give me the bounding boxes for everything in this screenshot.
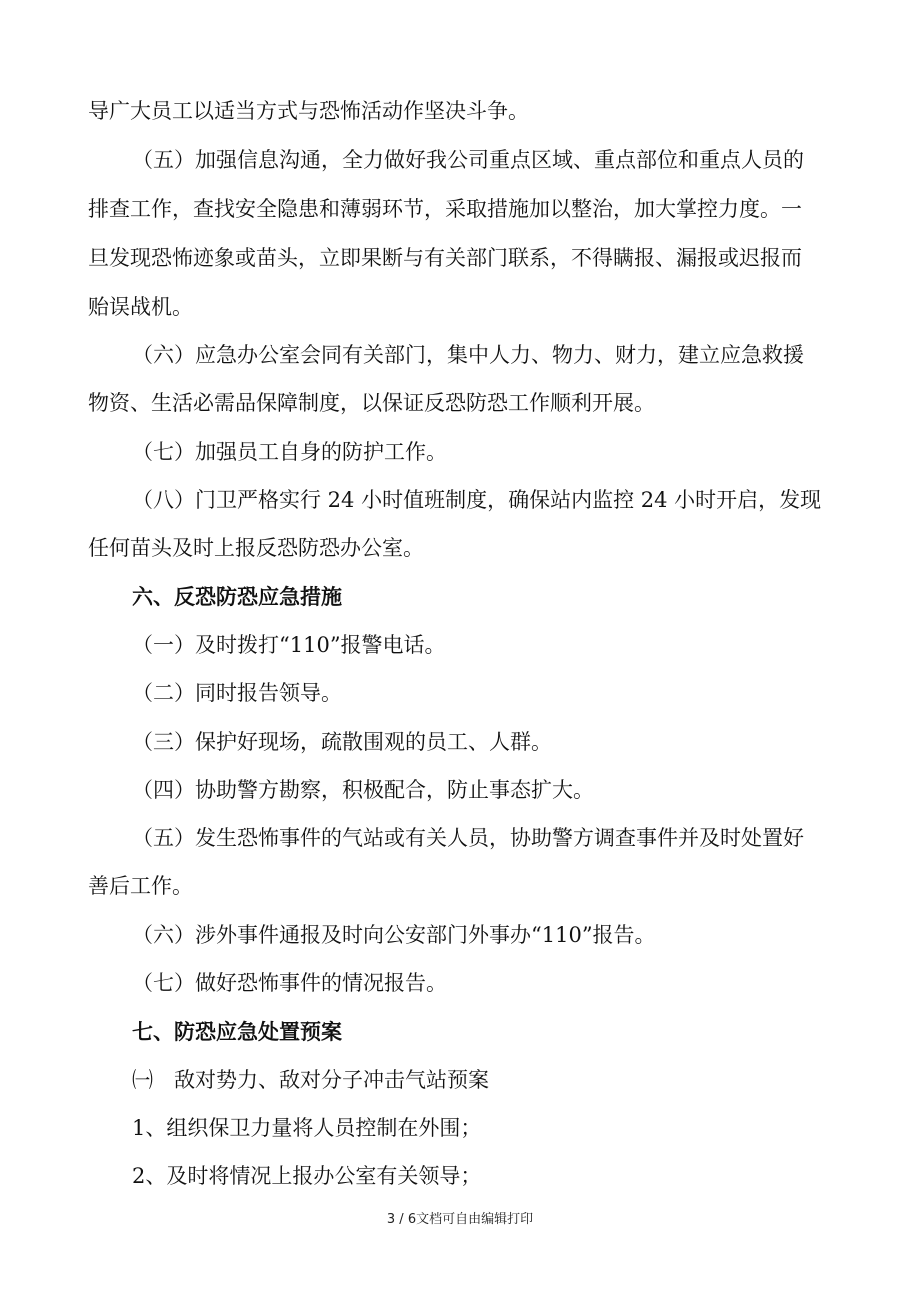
page-footer: 3 / 6文档可自由编辑打印 (386, 1212, 534, 1227)
paragraph-line: （六）涉外事件通报及时向公安部门外事办“110”报告。 (132, 923, 656, 947)
paragraph-line: 贻误战机。 (88, 295, 193, 319)
paragraph-line: （六）应急办公室会同有关部门，集中人力、物力、财力，建立应急救援 (132, 343, 804, 367)
paragraph-line: （四）协助警方勘察，积极配合，防止事态扩大。 (132, 778, 594, 802)
paragraph-line: （七）加强员工自身的防护工作。 (132, 440, 447, 464)
paragraph-line: （三）保护好现场，疏散围观的员工、人群。 (132, 730, 552, 754)
paragraph-line: （七）做好恐怖事件的情况报告。 (132, 971, 447, 995)
paragraph-line: 排查工作，查找安全隐患和薄弱环节，采取措施加以整治，加大掌控力度。一 (88, 197, 802, 221)
paragraph-line: 物资、生活必需品保障制度，以保证反恐防恐工作顺利开展。 (88, 391, 655, 415)
paragraph-line: 1、组织保卫力量将人员控制在外围； (132, 1116, 482, 1140)
paragraph-line: （八）门卫严格实行 24 小时值班制度，确保站内监控 24 小时开启，发现 (132, 488, 822, 512)
section-heading: 六、反恐防恐应急措施 (132, 585, 342, 609)
section-heading: 七、防恐应急处置预案 (132, 1020, 342, 1044)
paragraph-line: （一）及时拨打“110”报警电话。 (132, 633, 446, 657)
paragraph-line: （二）同时报告领导。 (132, 681, 342, 705)
paragraph-line: 旦发现恐怖迹象或苗头，立即果断与有关部门联系，不得瞒报、漏报或迟报而 (88, 246, 802, 270)
paragraph-line: （五）发生恐怖事件的气站或有关人员，协助警方调查事件并及时处置好 (132, 826, 804, 850)
paragraph-line: （五）加强信息沟通，全力做好我公司重点区域、重点部位和重点人员的 (132, 148, 804, 172)
paragraph-line: ㈠ 敌对势力、敌对分子冲击气站预案 (132, 1068, 489, 1092)
paragraph-line: 善后工作。 (88, 874, 193, 898)
paragraph-line: 2、及时将情况上报办公室有关领导； (132, 1164, 482, 1188)
paragraph-line: 导广大员工以适当方式与恐怖活动作坚决斗争。 (88, 99, 529, 123)
paragraph-line: 任何苗头及时上报反恐防恐办公室。 (88, 536, 424, 560)
